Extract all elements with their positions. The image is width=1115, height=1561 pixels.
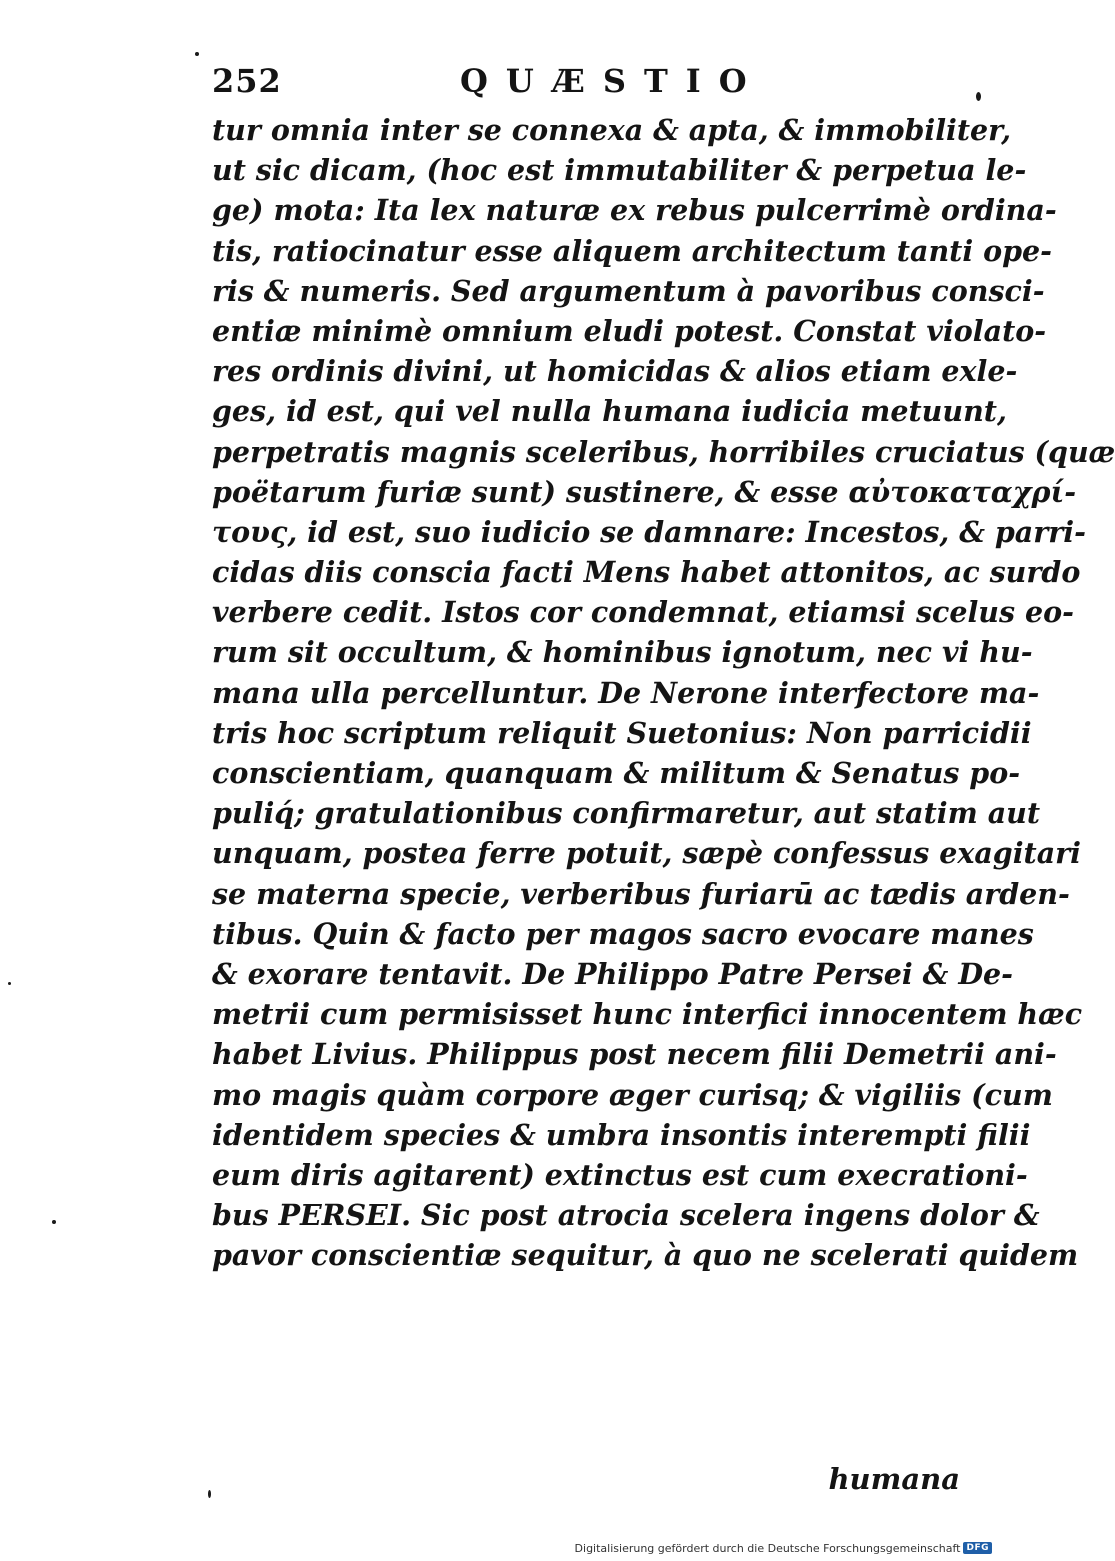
text-line: rum sit occultum, & hominibus ignotum, nec vi hu- (212, 635, 1033, 670)
scan-speck (52, 1220, 56, 1224)
text-line: tis, ratiocinatur esse aliquem architectum tanti ope- (212, 233, 1052, 268)
text-line: tris hoc scriptum reliquit Suetonius: Non parricidii (212, 715, 1032, 750)
catchword: humana (828, 1462, 960, 1496)
text-line: pavor conscientiæ sequitur, à quo ne scelerati quidem (212, 1238, 1079, 1273)
text-line: mana ulla percelluntur. De Nerone interfectore ma- (212, 675, 1040, 710)
text-line: metrii cum permisisset hunc interfici innocentem hæc (212, 997, 1083, 1032)
text-line: verbere cedit. Istos cor condemnat, etiamsi scelus eo- (212, 595, 1074, 630)
text-line: ge) mota: Ita lex naturæ ex rebus pulcerrimè ordina- (212, 193, 1057, 228)
text-line: habet Livius. Philippus post necem filii Demetrii ani- (212, 1037, 1057, 1072)
text-line: cidas diis conscia facti Mens habet attonitos, ac surdo (212, 555, 1081, 590)
text-line: unquam, postea ferre potuit, sæpè confessus exagitari (212, 836, 1082, 871)
text-line: entiæ minimè omnium eludi potest. Constat violato- (212, 313, 1047, 348)
text-line: res ordinis divini, ut homicidas & alios etiam exle- (212, 354, 1018, 389)
text-line: identidem species & umbra insontis interempti filii (212, 1117, 1031, 1152)
text-line: & exorare tentavit. De Philippo Patre Persei & De- (212, 956, 1014, 991)
scan-speck (195, 52, 199, 56)
dfg-logo-icon: DFG (963, 1542, 992, 1554)
scan-speck (976, 92, 981, 101)
text-line: ut sic dicam, (hoc est immutabiliter & perpetua le- (212, 153, 1027, 188)
scan-speck (208, 1490, 211, 1498)
text-line: eum diris agitarent) extinctus est cum execrationi- (212, 1157, 1028, 1192)
text-line: τους, id est, suo iudicio se damnare: Incestos, & parri- (212, 514, 1086, 549)
funding-note: Digitalisierung gefördert durch die Deutsche Forschungsgemeinschaft (574, 1541, 961, 1555)
text-line: puliq́; gratulationibus confirmaretur, aut statim aut (212, 796, 1041, 831)
footer-credit (575, 1540, 992, 1556)
text-line: tur omnia inter se connexa & apta, & immobiliter, (212, 113, 1012, 147)
text-line: mo magis quàm corpore æger curisq; & vigiliis (cum (212, 1077, 1053, 1112)
text-line: bus PERSEI. Sic post atrocia scelera ingens dolor & (212, 1198, 1040, 1233)
text-line: perpetratis magnis sceleribus, horribiles cruciatus (quæ (212, 434, 1115, 469)
scan-speck (8, 982, 11, 985)
page-number: 252 (212, 62, 282, 100)
text-line: ges, id est, qui vel nulla humana iudicia metuunt, (212, 394, 1007, 429)
text-line: ris & numeris. Sed argumentum à pavoribus consci- (212, 273, 1045, 308)
text-line: conscientiam, quanquam & militum & Senatus po- (212, 756, 1021, 790)
body-text (212, 110, 1115, 1275)
text-line: poëtarum furiæ sunt) sustinere, & esse αὐτοκαταχρί- (212, 474, 1077, 509)
text-line: se materna specie, verberibus furiarū ac tædis arden- (212, 876, 1070, 911)
running-head: QUÆSTIO (460, 62, 765, 100)
text-line: tibus. Quin & facto per magos sacro evocare manes (212, 916, 1034, 951)
